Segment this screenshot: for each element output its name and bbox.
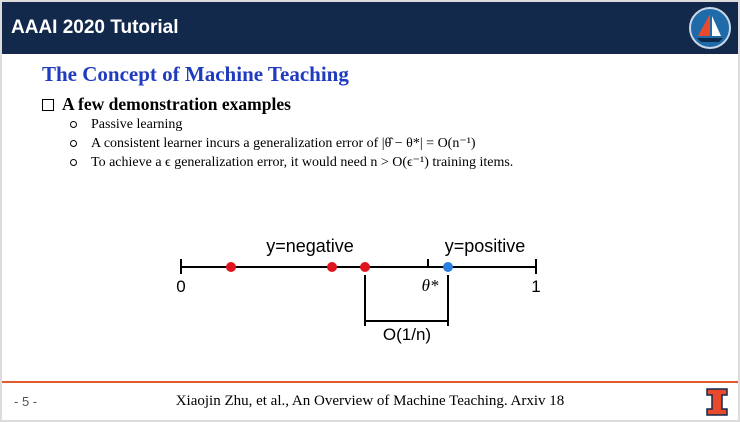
citation: Xiaojin Zhu, et al., An Overview of Machine Teaching. Arxiv 18 (175, 393, 565, 409)
slide-title: The Concept of Machine Teaching (42, 62, 349, 86)
label-positive: y=positive (444, 236, 526, 256)
header-title: AAAI 2020 Tutorial (11, 17, 179, 38)
tick-start-label: 0 (176, 277, 186, 296)
bullet-text: A few demonstration examples (62, 94, 291, 114)
footer-divider (2, 381, 738, 383)
number-line-diagram (2, 2, 738, 380)
threshold-label: θ* (421, 276, 439, 295)
negative-point (360, 262, 370, 272)
subitem-text: A consistent learner incurs a generalization error of |θ̂ − θ*| = O(n⁻¹) (91, 136, 476, 151)
subitem-text: Passive learning (91, 116, 183, 132)
illinois-block-i-icon (706, 388, 728, 416)
tick-end-label: 1 (531, 277, 541, 296)
slide (2, 2, 738, 420)
gap-label: O(1/n) (382, 325, 432, 344)
negative-point (226, 262, 236, 272)
page-number: - 5 - (14, 394, 38, 409)
subitem-text: To achieve a ϵ generalization error, it would need n > O(ϵ⁻¹) training items. (91, 155, 514, 170)
label-negative: y=negative (266, 236, 354, 256)
positive-point (443, 262, 453, 272)
negative-point (327, 262, 337, 272)
